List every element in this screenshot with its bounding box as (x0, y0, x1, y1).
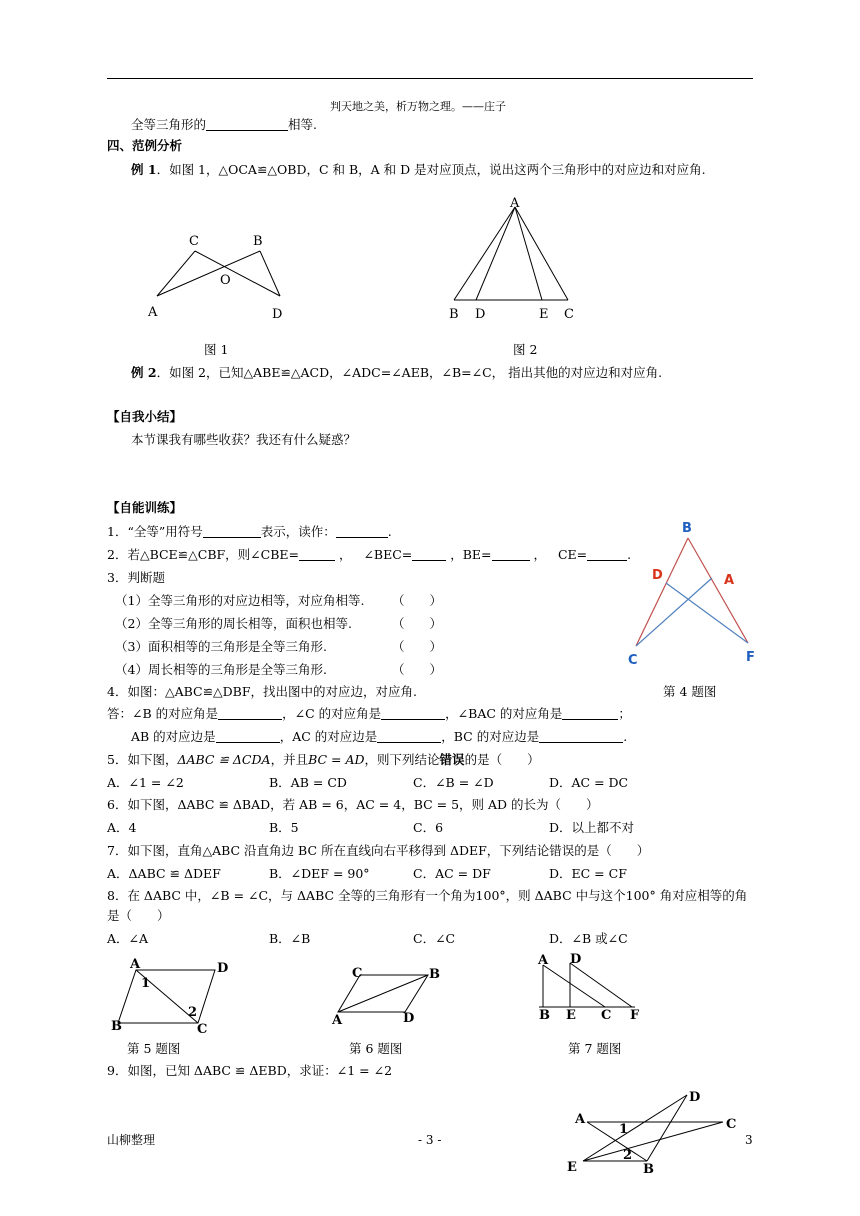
q6-option-d: D．以上都不对 (549, 820, 635, 835)
q2-d: ，BE= (450, 547, 492, 562)
figure-6 (330, 965, 445, 1030)
q3-paren-1: （ ） (392, 593, 443, 608)
fig9-label-b: B (643, 1162, 654, 1177)
q2-b: ， (339, 547, 352, 562)
fig2-label-e: E (539, 307, 549, 322)
q9-stem: 9．如图，已知 ΔABC ≌ ΔEBD，求证：∠1 = ∠2 (107, 1063, 393, 1078)
fig4-caption: 第 4 题图 (663, 684, 717, 699)
fig9-label-a: A (575, 1112, 586, 1127)
q2-c: ∠BEC= (363, 547, 413, 562)
q4-blank-1 (218, 707, 282, 720)
q5-stem-d: BC = AD (308, 752, 365, 767)
q7-option-c: C．AC = DF (413, 866, 491, 881)
fig2-caption: 图 2 (513, 342, 538, 357)
q1-blank-2 (336, 525, 388, 538)
fig4-label-f: F (746, 650, 755, 665)
footer-right: 3 (745, 1133, 753, 1147)
q4-ans2-a: AB 的对应边是 (131, 729, 216, 744)
q1-b: 表示，读作： (260, 524, 336, 539)
fig5-label-1: 1 (141, 976, 151, 991)
figure-4 (620, 518, 770, 668)
q7-option-a: A．ΔABC ≌ ΔDEF (107, 866, 221, 881)
q1-blank-1 (203, 525, 261, 538)
fig1-label-c: C (189, 234, 199, 249)
fig5-label-a: A (130, 957, 141, 972)
q1-line (107, 524, 392, 540)
fig1-label-a: A (148, 305, 158, 320)
q2-blank-3 (492, 548, 530, 561)
q3-title: 3．判断题 (107, 570, 165, 585)
fig5-label-b: B (111, 1019, 122, 1034)
q4-blank-6 (539, 730, 623, 743)
q5-stem-c: ，并且 (270, 752, 309, 767)
q5-stem-f: 错误 (439, 752, 465, 767)
header-quote: 判天地之美，析万物之理。——庄子 (330, 100, 506, 113)
fig1-label-b: B (253, 234, 263, 249)
fig4-label-b: B (682, 521, 692, 536)
q2-e: ， (533, 547, 547, 562)
q4-ans1-a: 答：∠B 的对应角是 (107, 706, 219, 721)
q4-ans2-b: ，AC 的对应边是 (279, 729, 378, 744)
intro-after: 相等. (288, 117, 317, 132)
q6-option-c: C．6 (413, 820, 444, 835)
q6-option-b: B．5 (269, 820, 299, 835)
fig7-label-e: E (566, 1008, 576, 1023)
q2-blank-2 (412, 548, 446, 561)
q5-stem (107, 752, 540, 768)
q4-text: 4．如图：△ABC≌△DBF，找出图中的对应边，对应角. (107, 684, 418, 699)
fig4-label-c: C (628, 653, 638, 668)
q4-blank-3 (562, 707, 618, 720)
fig9-label-e: E (567, 1160, 577, 1175)
q5-stem-a: 5．如下图， (107, 752, 178, 767)
figure-5 (110, 957, 240, 1037)
q4-blank-4 (216, 730, 280, 743)
fig2-label-b: B (449, 307, 459, 322)
q6-option-a: A．4 (107, 820, 137, 835)
fig5-label-c: C (197, 1022, 208, 1037)
q5-option-b: B．AB = CD (269, 775, 347, 790)
q2-blank-1 (299, 548, 335, 561)
q3-item-2: （2）全等三角形的周长相等，面积也相等. (115, 616, 352, 631)
figure-1 (140, 230, 300, 330)
q5-option-c: C．∠B = ∠D (413, 775, 494, 790)
intro-line (131, 117, 317, 133)
fig7-label-d: D (570, 952, 582, 967)
q4-ans2-d: . (623, 729, 628, 744)
q1-a: 1．“全等”用符号 (107, 524, 203, 539)
intro-before: 全等三角形的 (131, 117, 207, 132)
q2-line (107, 547, 631, 563)
fig5-label-d: D (217, 961, 229, 976)
fig1-label-d: D (272, 307, 283, 322)
fig2-label-c: C (564, 307, 574, 322)
q7-stem: 7．如下图，直角△ABC 沿直角边 BC 所在直线向右平移得到 ΔDEF，下列结论错误的是（ ） (107, 843, 650, 858)
section4-title: 四、范例分析 (107, 138, 183, 153)
q2-f: CE= (557, 547, 588, 562)
q4-answer-2 (131, 729, 627, 745)
example1-line (131, 162, 706, 178)
header-rule (107, 78, 753, 79)
fig7-caption: 第 7 题图 (568, 1041, 622, 1056)
fig2-label-a: A (510, 196, 520, 211)
q3-paren-2: （ ） (392, 616, 443, 631)
q5-option-d: D．AC = DC (549, 775, 629, 790)
q8-stem-2: 是（ ） (107, 908, 170, 923)
q7-option-b: B．∠DEF = 90° (269, 866, 370, 881)
training-title: 【自能训练】 (107, 500, 183, 515)
q3-item-1: （1）全等三角形的对应边相等，对应角相等. (115, 593, 365, 608)
q3-item-3: （3）面积相等的三角形是全等三角形. (115, 639, 327, 654)
figure-9 (565, 1085, 740, 1180)
example1-text: ．如图 1，△OCA≌△OBD，C 和 B，A 和 D 是对应顶点，说出这两个三角形中的对应边和对应角. (156, 162, 706, 177)
q4-ans1-c: ，∠BAC 的对应角是 (445, 706, 563, 721)
q4-answer-1 (107, 706, 631, 722)
fig2-label-d: D (475, 307, 486, 322)
fig7-label-f: F (630, 1008, 640, 1023)
fig1-label-o: O (220, 273, 231, 288)
fig6-label-b: B (429, 967, 440, 982)
q5-stem-g: 的是（ ） (464, 752, 540, 767)
q8-option-a: A．∠A (107, 931, 149, 946)
fig6-label-a: A (332, 1013, 343, 1028)
example2-line (131, 365, 662, 381)
fig6-label-d: D (403, 1011, 415, 1026)
summary-title: 【自我小结】 (107, 409, 183, 424)
footer-center: - 3 - (418, 1133, 442, 1147)
q5-stem-e: ，则下列结论 (364, 752, 440, 767)
q8-option-d: D．∠B 或∠C (549, 931, 628, 946)
fig9-label-1: 1 (619, 1122, 629, 1137)
q7-option-d: D．EC = CF (549, 866, 627, 881)
fig5-label-2: 2 (188, 1005, 198, 1020)
example2-text: ．如图 2，已知△ABE≌△ACD，∠ADC=∠AEB，∠B=∠C， 指出其他的对应边和对应角. (156, 365, 663, 380)
q2-a: 2．若△BCE≌△CBF，则∠CBE= (107, 547, 300, 562)
q4-ans2-c: ，BC 的对应边是 (441, 729, 540, 744)
q3-paren-4: （ ） (392, 662, 443, 677)
fig7-label-a: A (538, 953, 549, 968)
q8-stem-1: 8．在 ΔABC 中，∠B = ∠C，与 ΔABC 全等的三角形有一个角为100°，则 ΔABC 中与这个100° 角对应相等的角 (107, 888, 748, 903)
q8-option-c: C．∠C (413, 931, 456, 946)
fig7-label-c: C (601, 1008, 612, 1023)
fig7-label-b: B (539, 1008, 550, 1023)
fig6-label-c: C (352, 966, 363, 981)
q5-option-a: A．∠1 = ∠2 (107, 775, 184, 790)
q5-stem-b: ΔABC ≌ ΔCDA (177, 752, 271, 767)
q2-g: . (627, 547, 632, 562)
q4-ans1-d: ； (618, 706, 631, 721)
q3-item-4: （4）周长相等的三角形是全等三角形. (115, 662, 327, 677)
q8-option-b: B．∠B (269, 931, 311, 946)
intro-blank (206, 118, 288, 131)
fig4-label-a: A (724, 573, 735, 588)
example1-label: 例 1 (131, 162, 157, 177)
figure-2 (440, 195, 590, 325)
figure-7 (535, 952, 650, 1025)
summary-text: 本节课我有哪些收获？我还有什么疑惑？ (131, 432, 357, 447)
fig9-label-c: C (726, 1117, 737, 1132)
fig9-label-2: 2 (623, 1148, 633, 1163)
q3-paren-3: （ ） (392, 639, 443, 654)
example2-label: 例 2 (131, 365, 157, 380)
q4-blank-5 (377, 730, 441, 743)
fig6-caption: 第 6 题图 (349, 1041, 403, 1056)
footer-left: 山柳整理 (107, 1133, 156, 1147)
fig1-caption: 图 1 (204, 342, 229, 357)
q4-blank-2 (381, 707, 445, 720)
q1-c: . (387, 524, 392, 539)
q4-ans1-b: ，∠C 的对应角是 (282, 706, 382, 721)
fig9-label-d: D (689, 1090, 701, 1105)
fig5-caption: 第 5 题图 (127, 1041, 181, 1056)
fig4-label-d: D (652, 568, 663, 583)
q6-stem: 6．如下图，ΔABC ≌ ΔBAD，若 AB = 6，AC = 4，BC = 5，则 AD 的长为（ ） (107, 797, 599, 812)
